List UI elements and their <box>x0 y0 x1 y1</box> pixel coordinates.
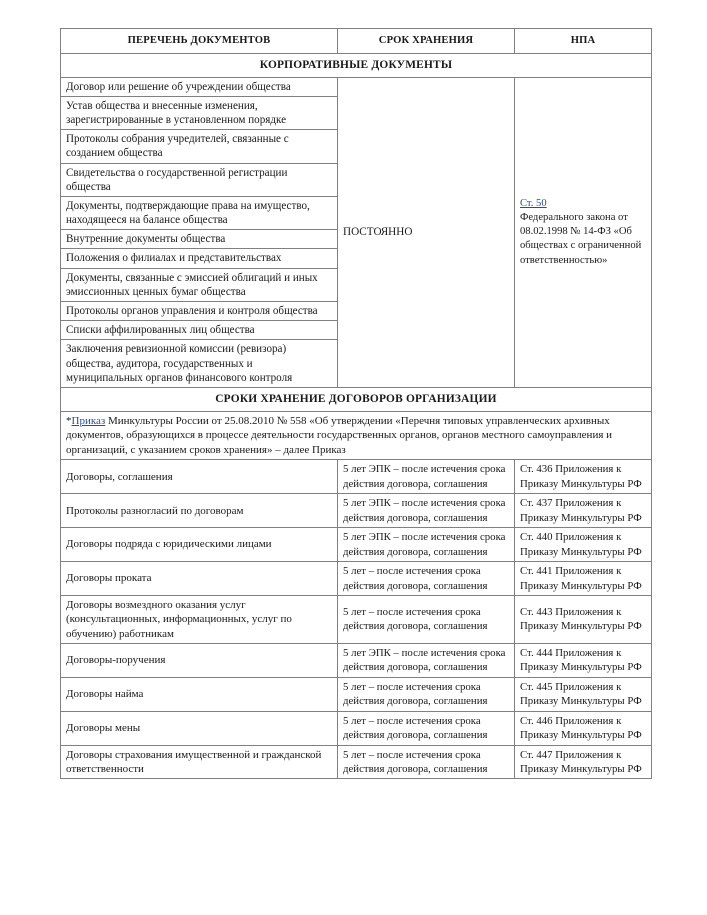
contract-name-0: Договоры, соглашения <box>61 460 338 494</box>
contract-npa-5: Ст. 444 Приложения к Приказу Минкультуры РФ <box>515 643 652 677</box>
contract-npa-0: Ст. 436 Приложения к Приказу Минкультуры РФ <box>515 460 652 494</box>
contract-term-2: 5 лет ЭПК – после истечения срока действия договора, соглашения <box>338 528 515 562</box>
contract-npa-6: Ст. 445 Приложения к Приказу Минкультуры РФ <box>515 677 652 711</box>
contract-term-5: 5 лет ЭПК – после истечения срока действия договора, соглашения <box>338 643 515 677</box>
contract-npa-7: Ст. 446 Приложения к Приказу Минкультуры РФ <box>515 711 652 745</box>
table-row <box>61 677 652 711</box>
corporate-item-5: Внутренние документы общества <box>61 230 338 249</box>
section-header-contracts-label: СРОКИ ХРАНЕНИЕ ДОГОВОРОВ ОРГАНИЗАЦИИ <box>61 387 652 411</box>
corporate-item-1: Устав общества и внесенные изменения, зарегистрированные в установленном порядке <box>61 96 338 129</box>
column-header-retention: СРОК ХРАНЕНИЯ <box>338 29 515 54</box>
section-header-corporate <box>61 53 652 77</box>
column-header-npa: НПА <box>515 29 652 54</box>
table-body <box>61 29 652 779</box>
table-row <box>61 745 652 779</box>
table-row <box>61 460 652 494</box>
note-text: Минкультуры России от 25.08.2010 № 558 «Об утверждении «Перечня типовых управленческих архивных документов, образующихся в процессе деятельности государственных органов, органов местного самоуправления и организаций, с указанием сроков хранения» – далее Приказ <box>66 414 613 456</box>
section-header-corporate-label: КОРПОРАТИВНЫЕ ДОКУМЕНТЫ <box>61 53 652 77</box>
corporate-item-8: Протоколы органов управления и контроля общества <box>61 302 338 321</box>
contract-npa-4: Ст. 443 Приложения к Приказу Минкультуры РФ <box>515 595 652 643</box>
contract-npa-1: Ст. 437 Приложения к Приказу Минкультуры РФ <box>515 494 652 528</box>
contract-term-3: 5 лет – после истечения срока действия договора, соглашения <box>338 562 515 596</box>
contract-name-7: Договоры мены <box>61 711 338 745</box>
contract-name-2: Договоры подряда с юридическими лицами <box>61 528 338 562</box>
corporate-item-0: Договор или решение об учреждении общества <box>61 77 338 96</box>
contract-npa-8: Ст. 447 Приложения к Приказу Минкультуры РФ <box>515 745 652 779</box>
table-row <box>61 528 652 562</box>
table-row <box>61 643 652 677</box>
corporate-item-9: Списки аффилированных лиц общества <box>61 321 338 340</box>
contract-npa-2: Ст. 440 Приложения к Приказу Минкультуры РФ <box>515 528 652 562</box>
contract-term-1: 5 лет ЭПК – после истечения срока действия договора, соглашения <box>338 494 515 528</box>
contract-name-3: Договоры проката <box>61 562 338 596</box>
corporate-item-4: Документы, подтверждающие права на имущество, находящееся на балансе общества <box>61 196 338 229</box>
contract-term-0: 5 лет ЭПК – после истечения срока действия договора, соглашения <box>338 460 515 494</box>
table-row <box>61 711 652 745</box>
contract-term-8: 5 лет – после истечения срока действия договора, соглашения <box>338 745 515 779</box>
table-row <box>61 77 652 96</box>
npa-article-link[interactable]: Ст. 50 <box>520 197 547 209</box>
corporate-item-10: Заключения ревизионной комиссии (ревизора) общества, аудитора, государственных и муниципальных органов финансового контроля <box>61 340 338 388</box>
prikaz-link[interactable]: Приказ <box>71 414 106 427</box>
contract-name-5: Договоры-поручения <box>61 643 338 677</box>
corporate-npa-cell <box>515 77 652 387</box>
corporate-item-2: Протоколы собрания учредителей, связанные с созданием общества <box>61 130 338 163</box>
contract-name-4: Договоры возмездного оказания услуг (консультационных, информационных, услуг по обучению) работникам <box>61 595 338 643</box>
contract-name-1: Протоколы разногласий по договорам <box>61 494 338 528</box>
section-header-contracts <box>61 387 652 411</box>
document-retention-table <box>60 28 652 779</box>
table-row-note <box>61 411 652 460</box>
contract-name-6: Договоры найма <box>61 677 338 711</box>
contract-term-4: 5 лет – после истечения срока действия договора, соглашения <box>338 595 515 643</box>
contract-name-8: Договоры страхования имущественной и гражданской ответственности <box>61 745 338 779</box>
table-header-row <box>61 29 652 54</box>
table-row <box>61 494 652 528</box>
corporate-item-7: Документы, связанные с эмиссией облигаций и иных эмиссионных ценных бумаг общества <box>61 268 338 301</box>
contract-term-7: 5 лет – после истечения срока действия договора, соглашения <box>338 711 515 745</box>
column-header-documents: ПЕРЕЧЕНЬ ДОКУМЕНТОВ <box>61 29 338 54</box>
npa-article-text: Федерального закона от 08.02.1998 № 14-ФЗ «Об обществах с ограниченной ответственностью» <box>520 212 642 266</box>
corporate-retention-term: ПОСТОЯННО <box>338 77 515 387</box>
contract-npa-3: Ст. 441 Приложения к Приказу Минкультуры РФ <box>515 562 652 596</box>
table-row <box>61 595 652 643</box>
note-asterisk: * <box>66 414 72 427</box>
contract-term-6: 5 лет – после истечения срока действия договора, соглашения <box>338 677 515 711</box>
contracts-note-cell <box>61 411 652 460</box>
corporate-item-6: Положения о филиалах и представительствах <box>61 249 338 268</box>
corporate-item-3: Свидетельства о государственной регистрации общества <box>61 163 338 196</box>
table-row <box>61 562 652 596</box>
